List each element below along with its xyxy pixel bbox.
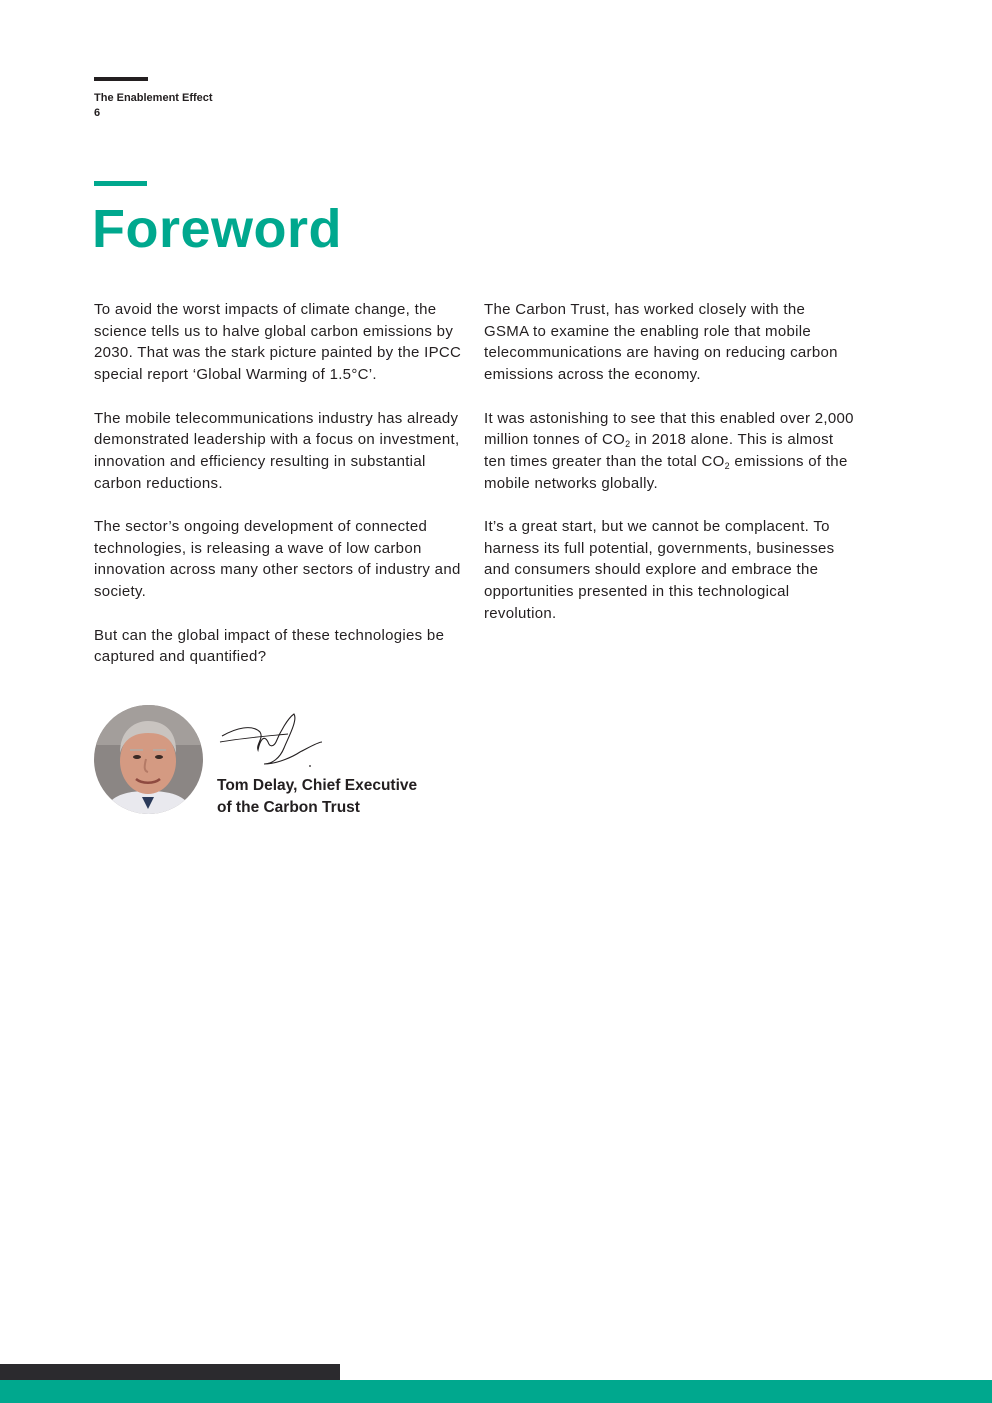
paragraph: But can the global impact of these technologies be captured and quantified? (94, 626, 445, 666)
paragraph: To avoid the worst impacts of climate change, the science tells us to halve global carbon emissions by 2030. That was the stark picture painted by the IPCC special report ‘Global Warming of 1.5°C’. (94, 301, 462, 384)
footer-accent-bar (0, 1380, 992, 1403)
signature (218, 708, 328, 770)
subscript: 2 (724, 460, 730, 471)
subscript: 2 (625, 439, 631, 450)
page-number: 6 (94, 107, 101, 119)
paragraph: The sector’s ongoing development of connected technologies, is releasing a wave of low carbon innovation across many other sectors of industry and society. (94, 518, 461, 601)
paragraph: It’s a great start, but we cannot be complacent. To harness its full potential, governments, businesses and consumers should explore and embrace the opportunities presented in this technological revolution. (484, 518, 835, 622)
header-rule (94, 77, 148, 81)
paragraph-text: It was astonishing to see that this enabled over 2,000 million tonnes of CO (484, 409, 854, 449)
signatory-name-line: Tom Delay, Chief Executive (217, 777, 418, 794)
signatory-name (217, 775, 477, 819)
portrait-illustration (94, 705, 203, 814)
right-column (484, 299, 854, 646)
left-column (94, 299, 474, 690)
footer-dark-bar (0, 1364, 340, 1380)
document-title: The Enablement Effect (94, 92, 213, 104)
paragraph: The mobile telecommunications industry has already demonstrated leadership with a focus on investment, innovation and efficiency resulting in substantial carbon reductions. (94, 409, 460, 492)
paragraph-text: emissions of the mobile networks globally. (484, 452, 848, 492)
paragraph: The Carbon Trust, has worked closely with the GSMA to examine the enabling role that mobile telecommunications are having on reducing carbon emissions across the economy. (484, 301, 838, 384)
title-accent-bar (94, 181, 147, 186)
portrait-photo (94, 705, 203, 814)
page-title: Foreword (92, 199, 343, 259)
paragraph (484, 408, 854, 495)
paragraph-text: in 2018 alone. This is almost ten times greater than the total CO (484, 431, 834, 470)
signatory-title-line: of the Carbon Trust (217, 799, 360, 816)
